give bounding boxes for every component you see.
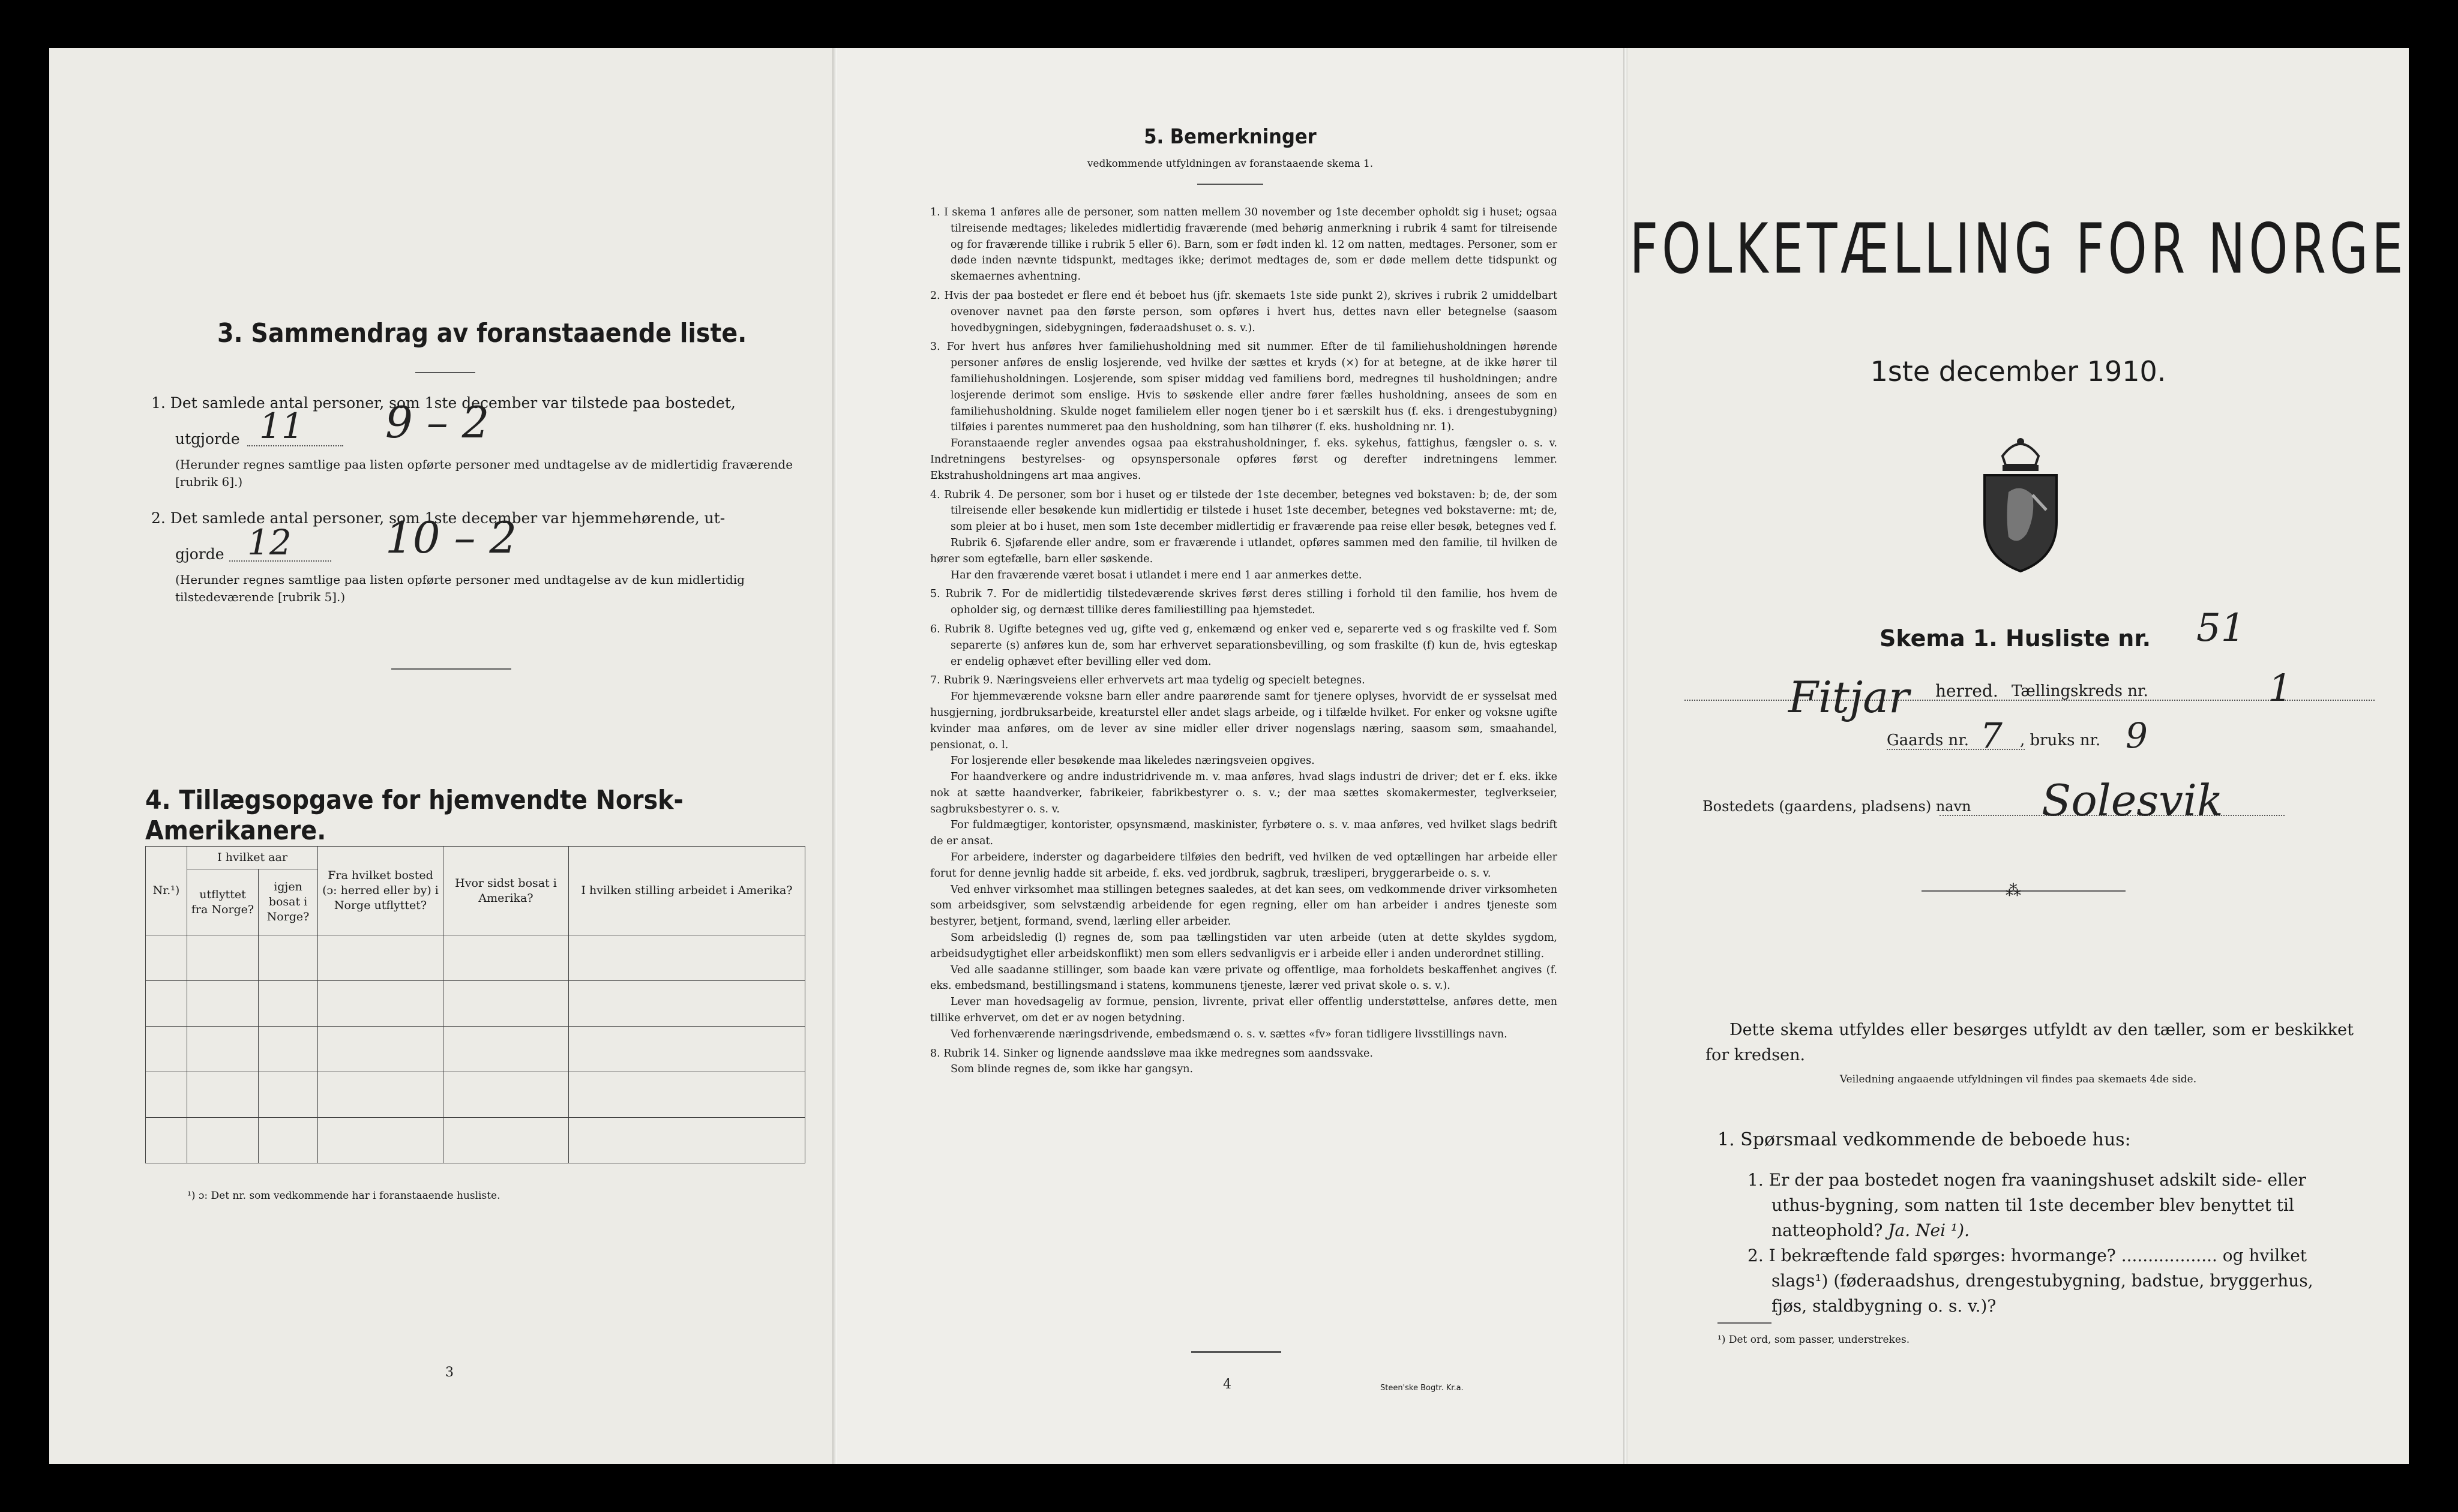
q2-written-value: 12 xyxy=(247,522,292,563)
remarks-subtitle: vedkommende utfyldningen av foranstaaende skema 1. xyxy=(1087,158,1374,170)
herred-written: Fitjar xyxy=(1788,672,1910,722)
divider xyxy=(415,372,475,373)
question-heading: 1. Spørsmaal vedkommende de beboede hus: xyxy=(1717,1129,2131,1150)
gaards-written: 7 xyxy=(1980,715,2003,756)
header-from-where: Fra hvilket bosted (ɔ: herred eller by) i Norge utflyttet? xyxy=(318,847,443,935)
q1-prefix: utgjorde xyxy=(175,430,240,448)
table-row xyxy=(146,1118,805,1163)
form-title: FOLKETÆLLING FOR NORGE xyxy=(1629,209,2407,289)
remark-paragraph: For fuldmægtiger, kontorister, opsynsmænd, maskinister, fyrbøtere o. s. v. maa anføres, ved hvilket slags bedrift de er ansat. xyxy=(930,819,1557,848)
header-occupation: I hvilken stilling arbeidet i Amerika? xyxy=(569,847,805,935)
header-emigrated: utflyttet fra Norge? xyxy=(187,869,259,935)
question-1-text: 1. Er der paa bostedet nogen fra vaaningshuset adskilt side- eller uthus-bygning, som natten til 1ste december blev benyttet til natteophold? xyxy=(1747,1170,2306,1240)
q2-prefix: gjorde xyxy=(175,545,224,563)
q1-written-split: 9 – 2 xyxy=(385,397,490,448)
q2-text: 2. Det samlede antal personer, som 1ste december var hjemmehørende, ut- xyxy=(151,509,726,527)
herred-label: herred. xyxy=(1935,681,1998,701)
remark-paragraph: Lever man hovedsagelig av formue, pension, livrente, privat eller offentlig understøttelse, anføres dette, men tillike erhvervet, om det er av nogen betydning. xyxy=(930,996,1557,1025)
remark-paragraph: Ved forhenværende næringsdrivende, embedsmænd o. s. v. sættes «fv» foran tidligere livsstillings navn. xyxy=(951,1028,1507,1040)
remark-paragraph: 6. Rubrik 8. Ugifte betegnes ved ug, gifte ved g, enkemænd og enker ved e, separerte ved s og fraskilte ved f. Som separerte (s) anføres kun de, som har erhvervet separationsbevilling, og som fraskilte (f) kun de, hvis egteskap er endelig ophævet efter bevilling eller ved dom. xyxy=(930,623,1557,668)
header-year-group: I hvilket aar xyxy=(187,847,318,869)
divider xyxy=(1191,1351,1281,1353)
page-middle xyxy=(837,48,1623,1464)
norsk-amerikaner-table xyxy=(145,846,805,1163)
divider xyxy=(391,668,511,670)
form-date: 1ste december 1910. xyxy=(1870,355,2166,388)
printer-mark: Steen'ske Bogtr. Kr.a. xyxy=(1380,1384,1464,1393)
section3-title: 3. Sammendrag av foranstaaende liste. xyxy=(217,318,747,349)
remark-paragraph: Foranstaaende regler anvendes ogsaa paa ekstrahusholdninger, f. eks. sykehus, fattighus, fængsler o. s. v. Indretningens bestyrelses- og opsynspersonale opføres først og derefter indretningens lemmer. Ekstrahusholdningens art maa angives. xyxy=(930,437,1557,482)
table-row xyxy=(146,1072,805,1118)
husliste-written: 51 xyxy=(2196,606,2246,650)
norway-coat-of-arms-icon xyxy=(1976,432,2066,576)
gaards-label: Gaards nr. xyxy=(1887,731,1970,749)
q1-text: 1. Det samlede antal personer, som 1ste december var tilstede paa bostedet, xyxy=(151,394,736,412)
bosted-written: Solesvik xyxy=(2042,775,2223,826)
divider xyxy=(1922,890,2126,892)
table-row xyxy=(146,981,805,1027)
page-left xyxy=(49,48,832,1464)
remark-paragraph: For hjemmeværende voksne barn eller andre paarørende samt for tjenere oplyses, hvorvidt de er sysselsat med husgjerning, jordbruksarbeide, kreaturstel eller andet slags arbeide, og i tilfælde hvilket. For enker og voksne ugifte kvinder maa anføres, om de lever av sine midler eller driver nogenslags næring, saasom søm, smaahandel, pensionat, o. l. xyxy=(930,691,1557,751)
ornament-icon: ⁂ xyxy=(2006,882,2021,900)
question-1 xyxy=(1747,1168,2354,1243)
remark-paragraph: For losjerende eller besøkende maa likeledes næringsveien opgives. xyxy=(951,755,1315,767)
schema-label: Skema 1. Husliste nr. xyxy=(1880,625,2151,652)
header-last-residence: Hvor sidst bosat i Amerika? xyxy=(443,847,569,935)
krets-label: Tællingskreds nr. xyxy=(2012,682,2148,700)
footnote: ¹) Det ord, som passer, understrekes. xyxy=(1717,1334,1910,1346)
bruks-written: 9 xyxy=(2126,715,2148,756)
remark-paragraph: 5. Rubrik 7. For de midlertidig tilstedeværende skrives først deres stilling i forhold til den familie, hos hvem de opholder sig, og dernæst tillike deres familiestilling paa hjemstedet. xyxy=(930,588,1557,617)
table-footnote: ¹) ɔ: Det nr. som vedkommende har i foranstaaende husliste. xyxy=(187,1190,500,1202)
bosted-label: Bostedets (gaardens, pladsens) navn xyxy=(1702,798,1971,815)
remarks-body xyxy=(930,202,1557,1078)
remark-paragraph: For haandverkere og andre industridrivende m. v. maa anføres, hvad slags industri de driver; det er f. eks. ikke nok at sætte haandverker, fabrikeier, fabrikbestyrer o. s. v.; der maa sættes skomakermester, teglverkseier, sagbruksbestyrer o. s. v. xyxy=(930,771,1557,815)
page-right xyxy=(1627,48,2409,1464)
q1-note: (Herunder regnes samtlige paa listen opførte personer med undtagelse av de midlertidig fraværende [rubrik 6].) xyxy=(175,457,793,489)
remark-paragraph: 2. Hvis der paa bostedet er flere end ét beboet hus (jfr. skemaets 1ste side punkt 2), skrives i rubrik 2 umiddelbart ovenover navnet paa den første person, som opføres i hvert hus, dettes navn eller betegnelse (saasom hovedbygningen, sidebygningen, føderaadshuset o. s. v.). xyxy=(930,289,1557,334)
remark-paragraph: 4. Rubrik 4. De personer, som bor i huset og er tilstede der 1ste december, betegnes ved bokstaven: b; de, der som tilreisende eller besøkende kun midlertidig er tilstede i huset 1ste december, betegnes ved bokstaverne: mt; de, som pleier at bo i huset, men som 1ste december midlertidig er fraværende paa reise eller besøk, betegnes ved f. xyxy=(930,488,1557,533)
table-row xyxy=(146,935,805,981)
remark-paragraph: For arbeidere, inderster og dagarbeidere tilføies den bedrift, ved hvilken de ved optællingen har arbeide eller forut for denne jevnlig hadde sit arbeide, f. eks. ved jordbruk, sagbruk, træsliperi, bryggerarbeide o. s. v. xyxy=(930,851,1557,880)
remark-paragraph: Som blinde regnes de, som ikke har gangsyn. xyxy=(951,1063,1194,1076)
intro-note: Veiledning angaaende utfyldningen vil findes paa skemaets 4de side. xyxy=(1839,1073,2197,1085)
page-number: 3 xyxy=(445,1365,454,1380)
remark-paragraph: Har den fraværende været bosat i utlandet i mere end 1 aar anmerkes dette. xyxy=(951,569,1362,581)
krets-written: 1 xyxy=(2268,666,2292,710)
remark-paragraph: 1. I skema 1 anføres alle de personer, som natten mellem 30 november og 1ste december opholdt sig i huset; ogsaa tilreisende medtages; likeledes midlertidig fraværende (med behørig anmerkning i rubrik 4 samt for tilreisende og for fraværende tillike i rubrik 5 eller 6). Barn, som er født inden kl. 12 om natten, medtages. Personer, som er døde inden nævnte tidspunkt, medtages ikke; derimot medtages de, som er døde mellem dette tidspunkt og skemaernes avhentning. xyxy=(930,206,1557,283)
remarks-title: 5. Bemerkninger xyxy=(1144,125,1317,149)
table-row xyxy=(146,1027,805,1072)
divider xyxy=(1717,1322,1771,1324)
remark-paragraph: 7. Rubrik 9. Næringsveiens eller erhvervets art maa tydelig og specielt betegnes. xyxy=(930,674,1365,687)
section4-title: 4. Tillægsopgave for hjemvendte Norsk-Amerikanere. xyxy=(145,785,684,846)
remark-paragraph: 3. For hvert hus anføres hver familiehusholdning med sit nummer. Efter de til familiehusholdningen hørende personer anføres de enslig losjerende, ved hvilke der sættes et kryds (×) for at betegne, at de ikke hører til familiehusholdningen. Losjerende, som spiser middag ved familiens bord, medregnes til husholdningen; andre losjerende derimot som enslige. Hvis to søskende eller andre fører fælles husholdning, ansees de som en familiehusholdning. Skulde noget familielem eller nogen tjener bo i et særskilt hus (f. eks. i drengestubygning) tilføies i parentes nummeret paa den husholdning, som han tilhører (f. eks. husholdning nr. 1). xyxy=(930,341,1557,434)
question-2: 2. I bekræftende fald spørges: hvormange? .................. og hvilket slags¹) (føderaadshus, drengestubygning, badstue, bryggerhus, fjøs, staldbygning o. s. v.)? xyxy=(1747,1246,2313,1316)
divider xyxy=(1197,184,1263,185)
remark-paragraph: Ved alle saadanne stillinger, som baade kan være private og offentlige, maa forholdets beskaffenhet angives (f. eks. embedsmand, bestillingsmand i statens, kommunens tjeneste, lærer ved privat skole o. s. v.). xyxy=(930,964,1557,992)
remark-paragraph: Ved enhver virksomhet maa stillingen betegnes saaledes, at det kan sees, om vedkommende driver virksomheten som arbeidsgiver, som selvstændig arbeidende for egen regning, eller om han arbeider i andres tjeneste som bestyrer, betjent, formand, svend, lærling eller arbeider. xyxy=(930,883,1557,928)
page-number: 4 xyxy=(1223,1377,1231,1392)
q1-written-value: 11 xyxy=(259,406,304,446)
intro-text: Dette skema utfyldes eller besørges utfyldt av den tæller, som er beskikket for kredsen. xyxy=(1705,1021,2354,1064)
remark-paragraph: 8. Rubrik 14. Sinker og lignende aandssløve maa ikke medregnes som aandssvake. xyxy=(930,1047,1373,1060)
q2-written-split: 10 – 2 xyxy=(385,512,517,563)
bruks-label: , bruks nr. xyxy=(2020,731,2101,749)
q2-note: (Herunder regnes samtlige paa listen opførte personer med undtagelse av de kun midlertidig tilstedeværende [rubrik 5].) xyxy=(175,572,745,604)
remark-paragraph: Som arbeidsledig (l) regnes de, som paa tællingstiden var uten arbeide (uten at dette skyldes sygdom, arbeidsudygtighet eller arbeidskonflikt) men som ellers sedvanligvis er i arbeide eller i anden underordnet stilling. xyxy=(930,932,1557,960)
remark-paragraph: Rubrik 6. Sjøfarende eller andre, som er fraværende i utlandet, opføres sammen med den familie, til hvilken de hører som egtefælle, barn eller søskende. xyxy=(930,536,1557,565)
question-1-answer: Ja. Nei ¹). xyxy=(1888,1220,1970,1240)
header-returned: igjen bosat i Norge? xyxy=(259,869,318,935)
header-nr: Nr.¹) xyxy=(146,847,187,935)
